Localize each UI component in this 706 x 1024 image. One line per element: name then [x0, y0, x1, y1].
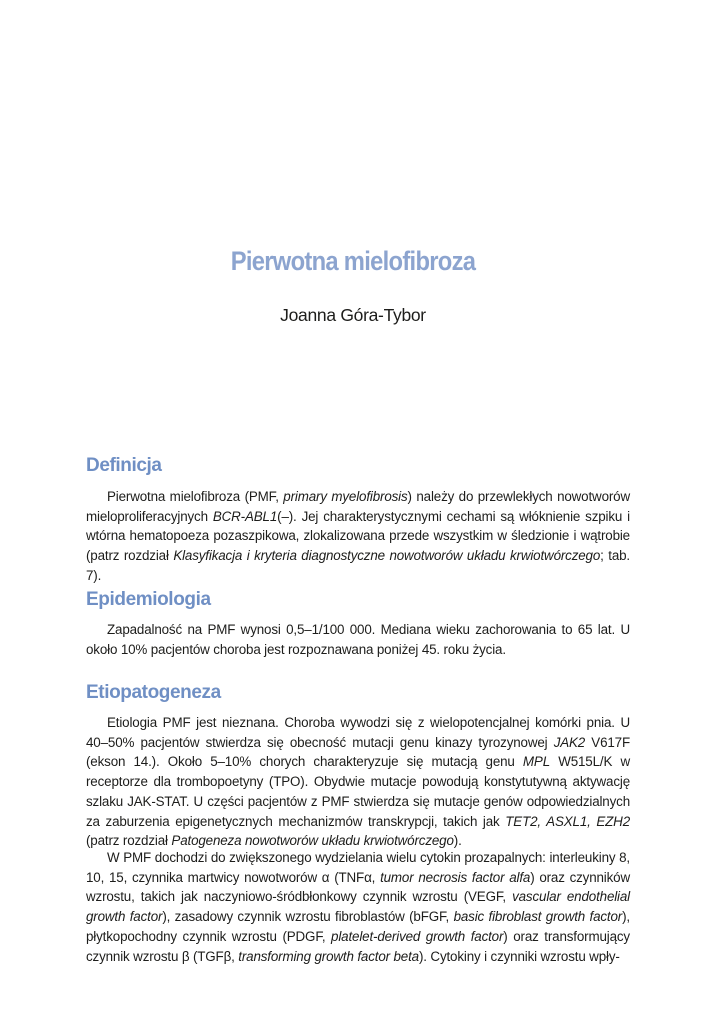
author-name: Joanna Góra-Tybor [280, 305, 426, 325]
text-run: Zapadalność na PMF wynosi 0,5–1/100 000. Mediana wieku zachorowania to 65 lat. U około 10% pacjentów choroba jest rozpoznawana poniżej 45. roku życia. [86, 622, 630, 657]
text-run: W515L/K w receptorze dla trombopoetyny (TPO). Obydwie mutacje powodują konstytutywną aktywację szlaku JAK-STAT. U części pacjentów z PMF stwierdza się mutacje genów odpowiedzialnych za zaburzenia epigenetycznych mechanizmów transkrypcji, takich jak [86, 754, 630, 829]
italic-term: transforming growth factor beta [238, 948, 419, 964]
text-run: (patrz rozdział [86, 833, 172, 849]
paragraph-definicja [86, 487, 630, 586]
paragraph-epidemiologia [86, 620, 630, 659]
italic-term: JAK2 [553, 734, 586, 750]
italic-term: TET2, ASXL1, EZH2 [505, 813, 630, 829]
italic-term: BCR-ABL1 [212, 508, 278, 524]
text-run: ). Cytokiny i czynniki wzrostu wpły- [418, 948, 620, 964]
italic-term: vascular endothelial growth factor [86, 889, 631, 925]
text-run: ), zasadowy czynnik wzrostu fibroblastów (bFGF, [162, 909, 454, 925]
section-heading-etiopatogeneza: Etiopatogeneza [86, 682, 221, 703]
text-run: Etiologia PMF jest nieznana. Choroba wywodzi się z wielopotencjalnej komórki pnia. U 40–50% pacjentów stwierdza się obecność mutacji genu kinazy tyrozynowej [86, 715, 630, 750]
paragraph-etiopatogeneza-1 [86, 713, 630, 851]
italic-term: Klasyfikacja i kryteria diagnostyczne nowotworów układu krwiotwórczego [173, 548, 601, 564]
italic-term: MPL [522, 754, 551, 770]
text-run: ) oraz transformujący czynnik wzrostu β (TGFβ, [86, 928, 630, 964]
text-run: W PMF dochodzi do zwiększonego wydzielania wielu cytokin prozapalnych: interleukiny 8, 10, 15, czynnika martwicy nowotworów α (TNFα, [86, 850, 630, 885]
text-run: Pierwotna mielofibroza (PMF, [107, 489, 284, 504]
section-heading-epidemiologia: Epidemiologia [86, 589, 211, 610]
section-heading-definicja: Definicja [86, 455, 162, 476]
text-run: (–). Jej charakterystycznymi cechami są włóknienie szpiku i wtórna hematopoeza pozaszpikowa, zlokalizowana przede wszystkim w śledzionie i wątrobie (patrz rozdział [86, 508, 630, 564]
italic-term: tumor necrosis factor alfa [380, 869, 531, 885]
text-run: ), płytkopochodny czynnik wzrostu (PDGF, [86, 909, 631, 944]
paragraph-etiopatogeneza-2 [86, 848, 630, 966]
text-run: ). [453, 833, 462, 849]
text-run: ) oraz czynników wzrostu, takich jak naczyniowo-śródbłonkowy czynnik wzrostu (VEGF, [86, 869, 630, 905]
text-run: V617F (ekson 14.). Około 5–10% chorych charakteryzuje się mutacją genu [86, 734, 630, 770]
italic-term: Patogeneza nowotworów układu krwiotwórczego [171, 833, 454, 849]
italic-term: basic fibroblast growth factor [453, 909, 623, 925]
text-run: ; tab. 7). [86, 548, 630, 583]
italic-term: primary myelofibrosis [283, 489, 408, 504]
page-title: Pierwotna mielofibroza [230, 246, 476, 276]
italic-term: platelet-derived growth factor [331, 928, 504, 944]
text-run: ) należy do przewlekłych nowotworów mieloproliferacyjnych [86, 489, 630, 524]
